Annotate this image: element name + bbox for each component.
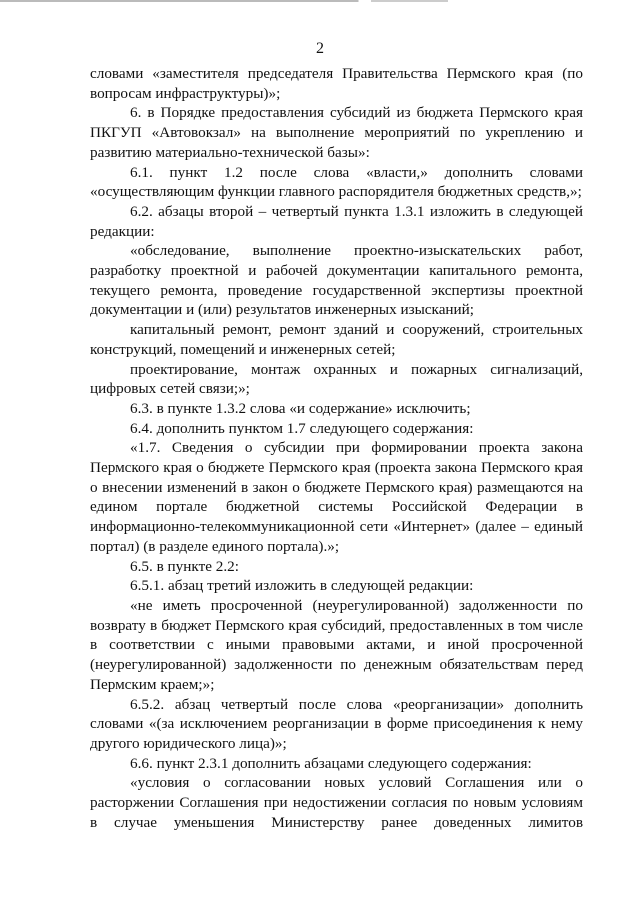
- page-number: 2: [316, 40, 324, 57]
- paragraph: «не иметь просроченной (неурегулированной) задолженности по возврату в бюджет Пермского края субсидий, предоставленных в том числе в соответствии с иными правовыми актами, и иной просроченной (неурегулированной) задолженности по денежным обязательствам перед Пермским краем;»;: [90, 596, 583, 693]
- paragraph: «1.7. Сведения о субсидии при формировании проекта закона Пермского края о бюджете Пермского края (проекта закона Пермского края о внесении изменений в закон о бюджете Пермского края) размещаются на едином портале бюджетной системы Российской Федерации в информационно-телекоммуникационной сети «Интернет» (далее – единый портал) (в разделе единого портала).»;: [90, 439, 583, 555]
- paragraph: «обследование, выполнение проектно-изыскательских работ, разработку проектной и рабочей документации капитального ремонта, текущего ремонта, проведение государственной экспертизы проектной документации и (или) результатов инженерных изысканий;: [90, 242, 583, 319]
- paragraph: проектирование, монтаж охранных и пожарных сигнализаций, цифровых сетей связи;»;: [90, 360, 583, 398]
- document-body: [90, 64, 583, 832]
- paragraph: 6.3. в пункте 1.3.2 слова «и содержание» исключить;: [130, 399, 471, 417]
- paragraph: 6.4. дополнить пунктом 1.7 следующего содержания:: [130, 419, 474, 437]
- paragraph: словами «заместителя председателя Правительства Пермского края (по вопросам инфраструктуры)»;: [90, 65, 583, 102]
- paragraph: 6.2. абзацы второй – четвертый пункта 1.3.1 изложить в следующей редакции:: [90, 202, 583, 240]
- paragraph: 6.1. пункт 1.2 после слова «власти,» дополнить словами «осуществляющим функции главного распорядителя бюджетных средств,»;: [90, 163, 583, 201]
- paragraph: 6. в Порядке предоставления субсидий из бюджета Пермского края ПКГУП «Автовокзал» на выполнение мероприятий по укреплению и развитию материально-технической базы»:: [90, 104, 583, 161]
- paragraph: 6.6. пункт 2.3.1 дополнить абзацами следующего содержания:: [130, 754, 532, 772]
- paragraph: капитальный ремонт, ремонт зданий и сооружений, строительных конструкций, помещений и инженерных сетей;: [90, 321, 583, 358]
- paragraph: «условия о согласовании новых условий Соглашения или о расторжении Соглашения при недостижении согласия по новым условиям в случае уменьшения Министерству ранее доведенных лимитов: [90, 774, 583, 831]
- paragraph: 6.5.1. абзац третий изложить в следующей редакции:: [130, 577, 474, 595]
- paragraph: 6.5. в пункте 2.2:: [130, 557, 239, 575]
- scan-top-edge: [0, 0, 640, 2]
- paragraph: 6.5.2. абзац четвертый после слова «реорганизации» дополнить словами «(за исключением реорганизации в форме присоединения к нему другого юридического лица)»;: [90, 695, 583, 752]
